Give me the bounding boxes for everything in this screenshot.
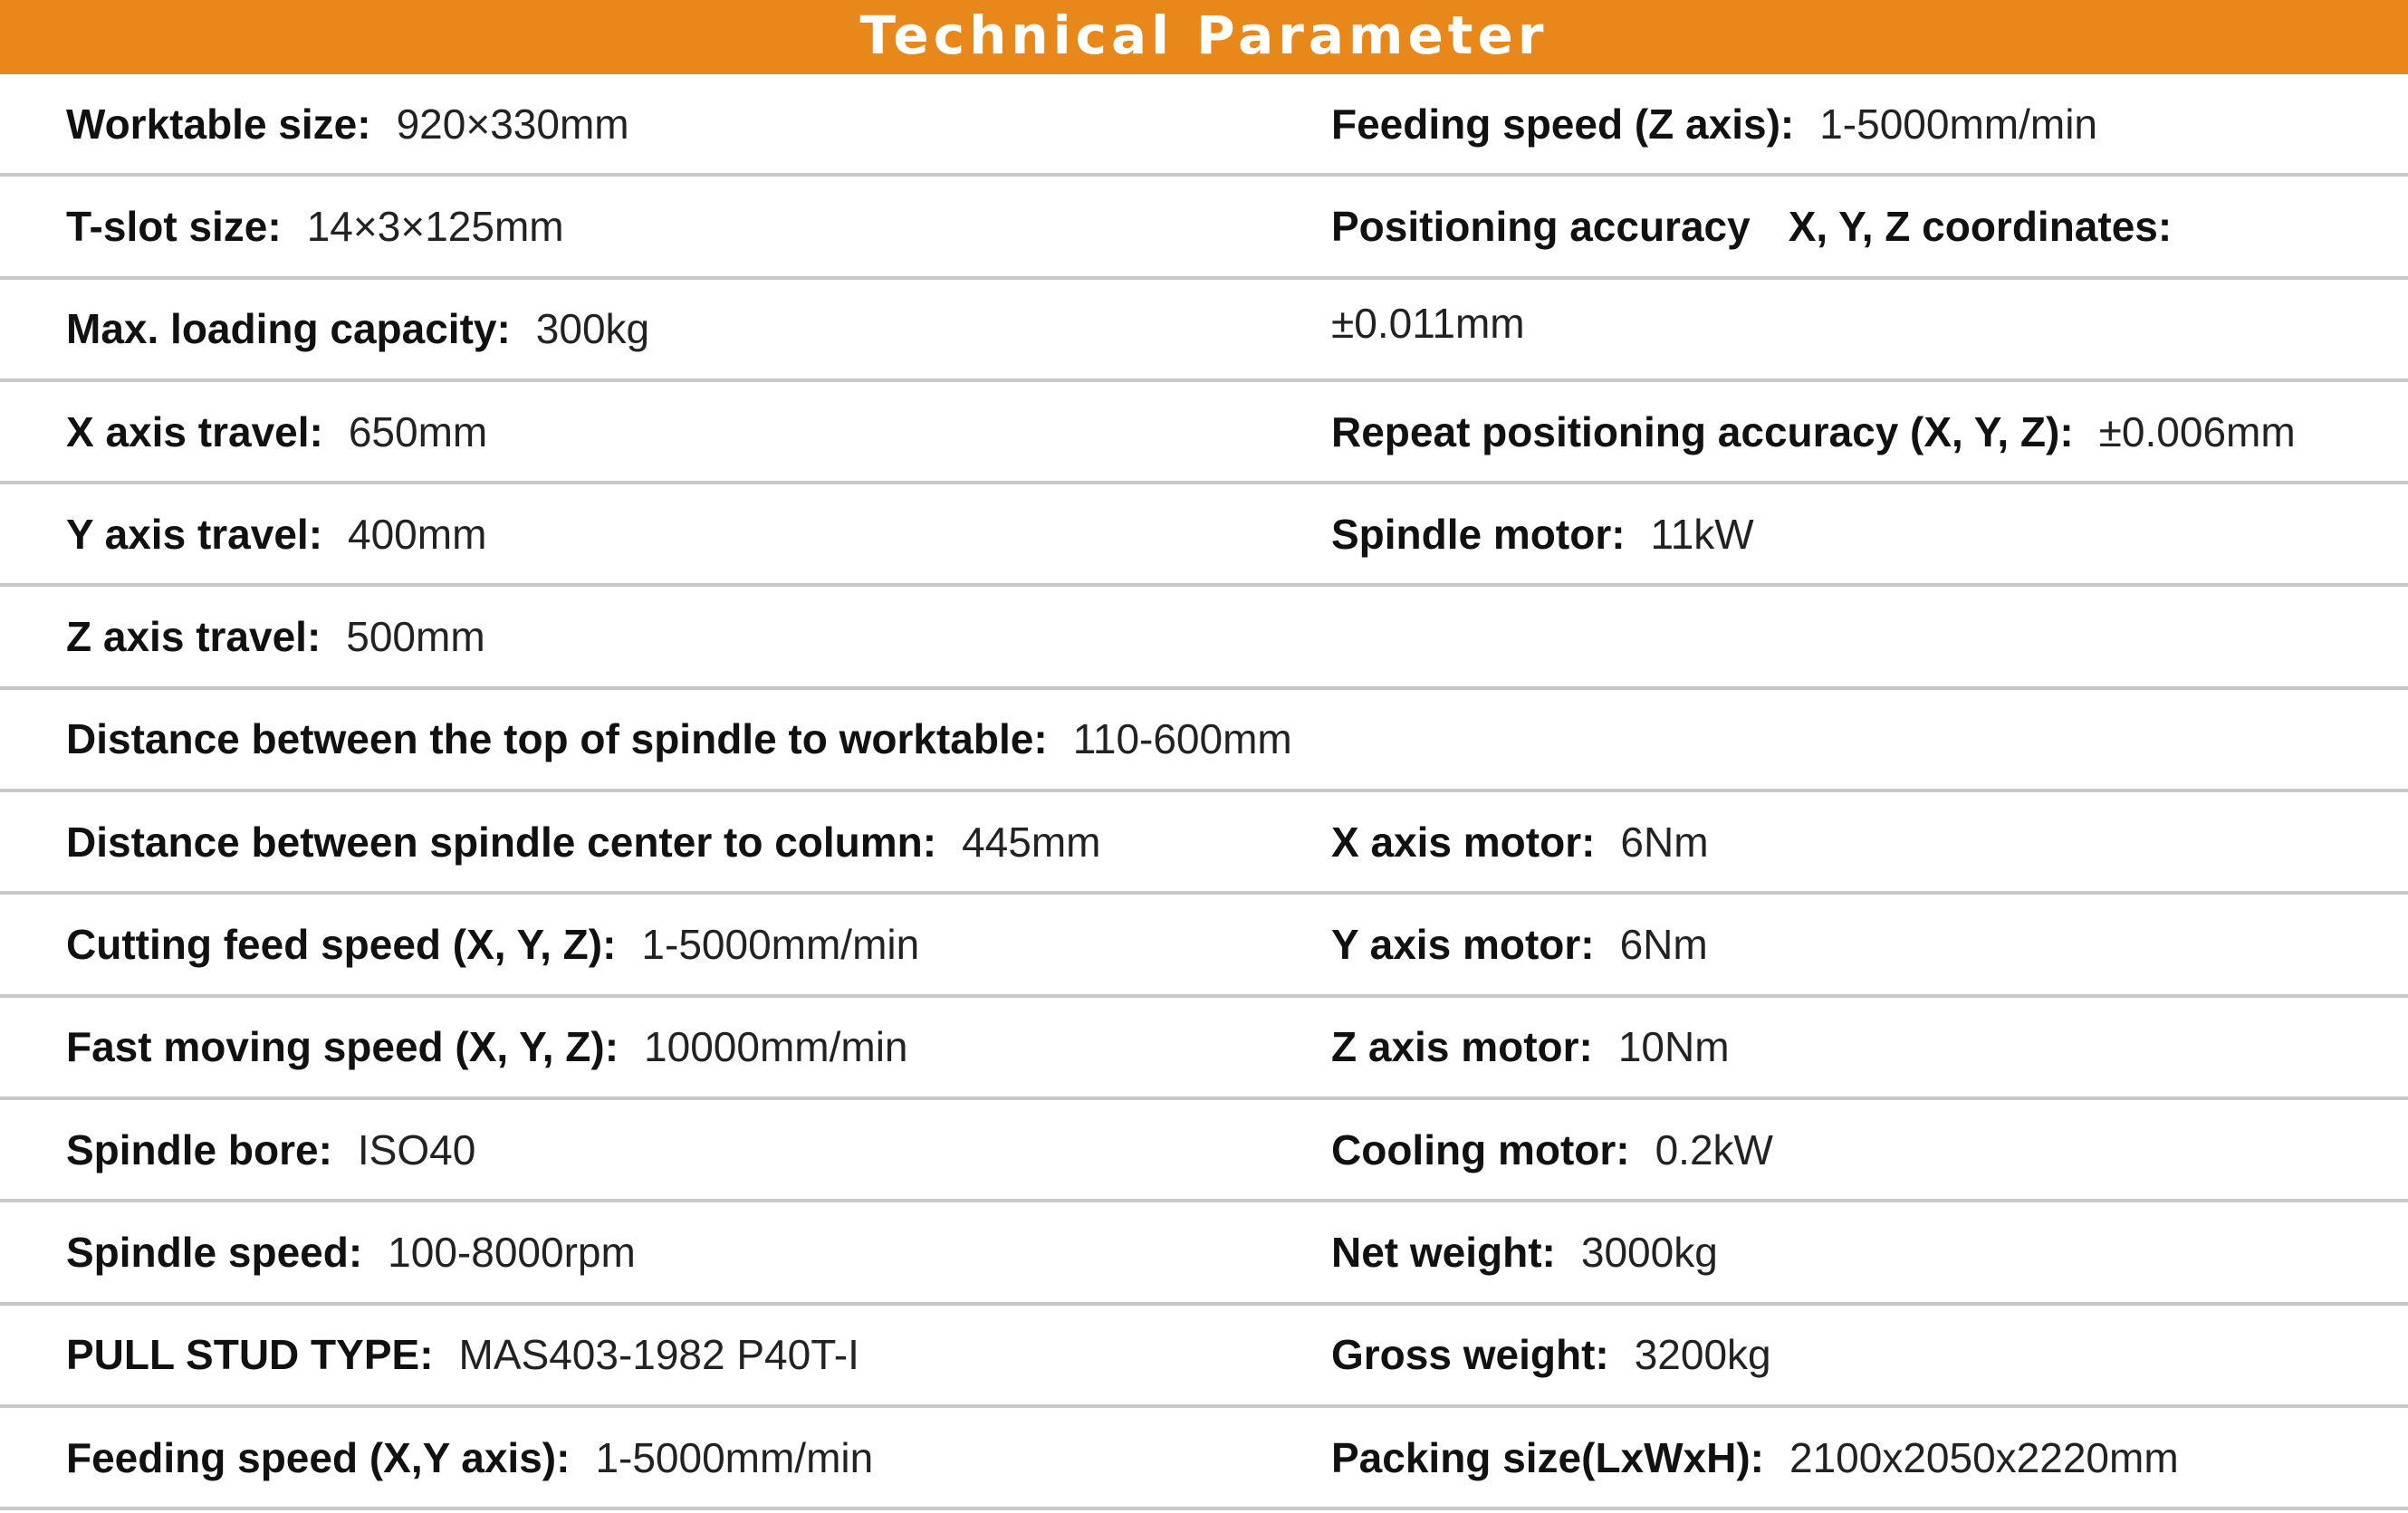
param-cell xyxy=(1331,1306,1771,1404)
param-value: 14×3×125mm xyxy=(306,202,564,250)
param-cell xyxy=(66,1306,859,1404)
parameter-table xyxy=(0,74,2408,1510)
param-cell xyxy=(66,1408,873,1507)
param-value: 650mm xyxy=(348,407,488,455)
param-value: 3000kg xyxy=(1580,1228,1718,1276)
param-value: 1-5000mm/min xyxy=(1819,100,2097,148)
param-value: MAS403-1982 P40T-I xyxy=(458,1331,859,1379)
param-label: Fast moving speed (X, Y, Z): xyxy=(66,1023,619,1071)
param-value: 300kg xyxy=(535,305,650,353)
param-value: 0.2kW xyxy=(1655,1125,1773,1173)
param-cell xyxy=(66,177,564,275)
table-row xyxy=(0,382,2408,484)
param-cell xyxy=(66,690,1292,789)
param-label: Positioning accuracy xyxy=(1331,202,1751,250)
param-label: Feeding speed (X,Y axis): xyxy=(66,1433,571,1481)
param-label: Max. loading capacity: xyxy=(66,305,511,353)
param-value: 6Nm xyxy=(1620,818,1709,866)
param-label-continued: X, Y, Z coordinates: xyxy=(1788,202,2173,250)
param-value: 400mm xyxy=(348,510,487,558)
param-value: 6Nm xyxy=(1619,921,1708,969)
param-cell xyxy=(66,1100,475,1199)
table-row xyxy=(0,587,2408,689)
table-row xyxy=(0,895,2408,997)
param-cell xyxy=(66,792,1100,891)
table-row xyxy=(0,280,2408,382)
param-cell xyxy=(1331,74,2097,173)
param-cell xyxy=(66,74,629,173)
param-value: 100-8000rpm xyxy=(388,1228,636,1276)
param-value: 1-5000mm/min xyxy=(595,1433,874,1481)
param-value: 2100x2050x2220mm xyxy=(1789,1433,2179,1481)
param-cell xyxy=(1331,895,1708,993)
param-label: Cooling motor: xyxy=(1331,1125,1630,1173)
param-cell xyxy=(1331,484,1754,583)
table-row xyxy=(0,1306,2408,1408)
param-label: X axis motor: xyxy=(1331,818,1596,866)
param-label: Spindle bore: xyxy=(66,1125,332,1173)
param-cell xyxy=(66,998,908,1096)
param-cell xyxy=(66,382,487,481)
param-cell xyxy=(1331,1202,1718,1301)
param-cell xyxy=(66,484,486,583)
param-cell xyxy=(1331,998,1730,1096)
param-value: 10000mm/min xyxy=(644,1023,908,1071)
table-row xyxy=(0,1408,2408,1510)
param-cell xyxy=(1331,274,1525,373)
param-cell xyxy=(1331,792,1709,891)
param-value: ±0.011mm xyxy=(1331,300,1525,348)
param-label: Distance between the top of spindle to worktable: xyxy=(66,715,1048,763)
param-value: 920×330mm xyxy=(396,100,629,148)
param-cell xyxy=(1331,1100,1773,1199)
param-label: Spindle speed: xyxy=(66,1228,363,1276)
param-cell xyxy=(1331,1408,2179,1507)
table-row xyxy=(0,1202,2408,1305)
param-value: 110-600mm xyxy=(1072,715,1292,763)
param-value: ISO40 xyxy=(357,1125,476,1173)
table-row xyxy=(0,792,2408,895)
param-label: Z axis travel: xyxy=(66,613,321,661)
param-label: Spindle motor: xyxy=(1331,510,1626,558)
param-value: 1-5000mm/min xyxy=(641,921,920,969)
table-row xyxy=(0,74,2408,177)
param-label: PULL STUD TYPE: xyxy=(66,1331,434,1379)
param-label: Distance between spindle center to column: xyxy=(66,818,937,866)
param-value: 3200kg xyxy=(1634,1331,1771,1379)
param-label: Feeding speed (Z axis): xyxy=(1331,100,1795,148)
table-row xyxy=(0,177,2408,279)
param-label: Gross weight: xyxy=(1331,1331,1609,1379)
param-cell xyxy=(66,1202,636,1301)
param-value: 500mm xyxy=(346,613,485,661)
param-label: Worktable size: xyxy=(66,100,371,148)
param-value: ±0.006mm xyxy=(2098,407,2296,455)
param-label: T-slot size: xyxy=(66,202,282,250)
param-label: Repeat positioning accuracy (X, Y, Z): xyxy=(1331,407,2074,455)
param-cell xyxy=(66,895,919,993)
param-label: X axis travel: xyxy=(66,407,323,455)
param-cell xyxy=(66,587,485,685)
param-label: Y axis travel: xyxy=(66,510,323,558)
table-row xyxy=(0,998,2408,1100)
param-value: 10Nm xyxy=(1617,1023,1730,1071)
title-banner xyxy=(0,0,2408,74)
table-row xyxy=(0,690,2408,792)
table-row xyxy=(0,1100,2408,1202)
param-label: Packing size(LxWxH): xyxy=(1331,1433,1764,1481)
param-label: Net weight: xyxy=(1331,1228,1556,1276)
param-value: 11kW xyxy=(1650,510,1754,558)
param-cell xyxy=(66,280,649,378)
param-label: Z axis motor: xyxy=(1331,1023,1593,1071)
param-value: 445mm xyxy=(962,818,1101,866)
table-row xyxy=(0,484,2408,587)
page-title: Technical Parameter xyxy=(859,5,1549,66)
param-cell xyxy=(1331,177,2172,275)
param-cell xyxy=(1331,382,2296,481)
param-label: Cutting feed speed (X, Y, Z): xyxy=(66,921,617,969)
param-label: Y axis motor: xyxy=(1331,921,1595,969)
